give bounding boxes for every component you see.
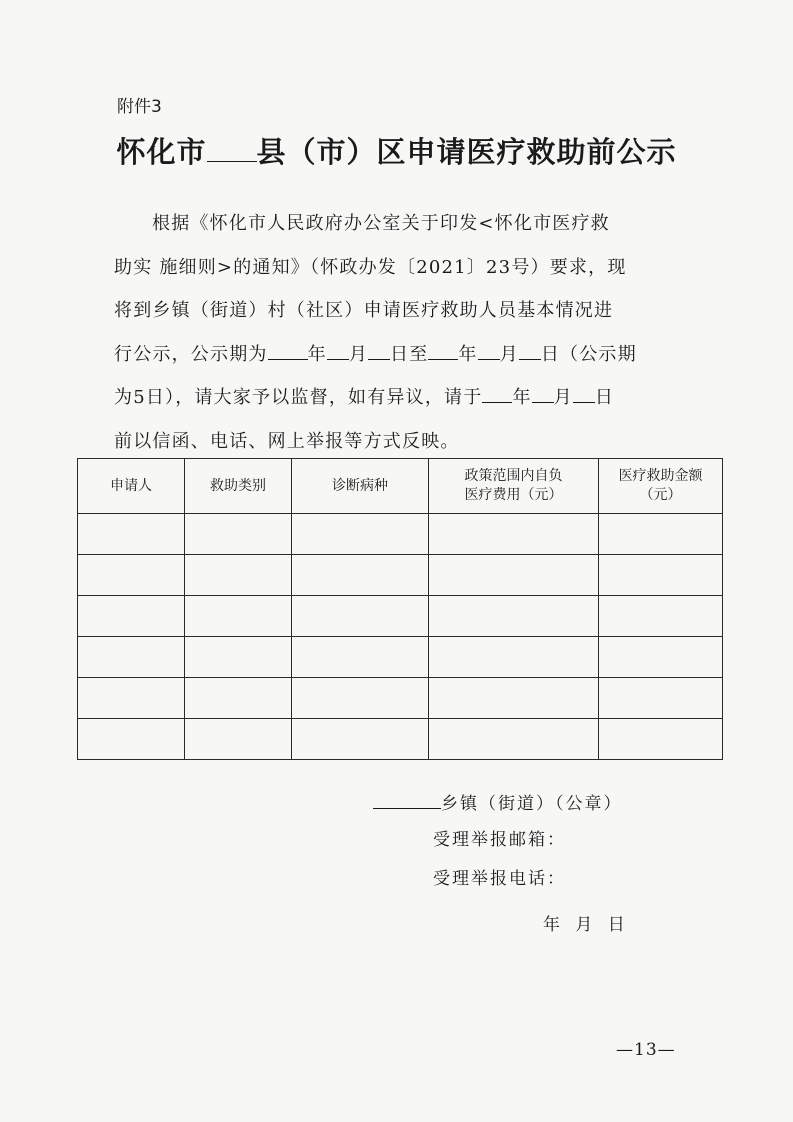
town-seal-line (373, 789, 623, 814)
paragraph-line-3: 将到乡镇（街道）村（社区）申请医疗救助人员基本情况进 (114, 300, 614, 321)
year-label: 年 (307, 343, 327, 365)
to-label: 至 (409, 343, 429, 365)
report-email-label: 受理举报邮箱： (433, 830, 566, 850)
table-cell[interactable] (599, 514, 723, 555)
table-row (78, 514, 723, 555)
table-cell[interactable] (78, 514, 185, 555)
table-cell[interactable] (78, 678, 185, 719)
table-cell[interactable] (78, 637, 185, 678)
month-label: 月 (499, 343, 519, 365)
table-cell[interactable] (185, 637, 292, 678)
town-name-blank[interactable] (373, 791, 441, 809)
table-cell[interactable] (599, 596, 723, 637)
month-label: 月 (348, 343, 369, 365)
paragraph-line-4 (114, 333, 694, 377)
table-cell[interactable] (429, 555, 599, 596)
objection-text: 为5日），请大家予以监督，如有异议，请于 (114, 387, 483, 408)
day-label: 日 (594, 387, 615, 408)
title-suffix: 县（市）区申请医疗救助前公示 (256, 135, 677, 169)
date-label: 年 月 日 (543, 915, 630, 935)
table-cell[interactable] (599, 555, 723, 596)
table-row (78, 678, 723, 719)
start-month-blank[interactable] (327, 341, 349, 360)
header-self-paid-cost: 政策范围内自负 医疗费用（元） (429, 459, 599, 514)
paragraph-line-6: 前以信函、电话、网上举报等方式反映。 (114, 430, 460, 452)
report-phone-label: 受理举报电话： (433, 869, 566, 889)
year-label: 年 (458, 343, 478, 365)
table-cell[interactable] (429, 637, 599, 678)
deadline-day-blank[interactable] (573, 384, 595, 403)
end-year-blank[interactable] (428, 341, 458, 360)
table-row (78, 596, 723, 637)
public-period-label: 行公示，公示期为 (114, 343, 268, 365)
day-label: 日 (540, 343, 561, 365)
table-cell[interactable] (292, 719, 429, 760)
table-cell[interactable] (599, 637, 723, 678)
table-cell[interactable] (429, 514, 599, 555)
table-cell[interactable] (292, 555, 429, 596)
table-cell[interactable] (185, 596, 292, 637)
page-title (0, 130, 793, 171)
table-cell[interactable] (292, 678, 429, 719)
table-cell[interactable] (78, 596, 185, 637)
table-row (78, 637, 723, 678)
end-month-blank[interactable] (478, 341, 500, 360)
table-header-row (78, 459, 723, 514)
table-cell[interactable] (429, 678, 599, 719)
table-cell[interactable] (185, 555, 292, 596)
table-cell[interactable] (429, 596, 599, 637)
header-assistance-amount: 医疗救助金额 （元） (599, 459, 723, 514)
start-day-blank[interactable] (368, 341, 390, 360)
table-cell[interactable] (78, 719, 185, 760)
table-row (78, 555, 723, 596)
notice-paragraph (114, 202, 694, 463)
end-day-blank[interactable] (519, 341, 541, 360)
deadline-year-blank[interactable] (482, 384, 512, 403)
day-label: 日 (390, 343, 410, 365)
period-note-open: （公示期 (560, 343, 637, 365)
year-label: 年 (512, 387, 532, 408)
table-cell[interactable] (292, 514, 429, 555)
title-prefix: 怀化市 (116, 135, 207, 169)
start-year-blank[interactable] (268, 341, 308, 360)
attachment-label: 附件3 (117, 97, 162, 117)
town-seal-label: 乡镇（街道）（公章） (441, 794, 623, 814)
table-row (78, 719, 723, 760)
table-cell[interactable] (429, 719, 599, 760)
header-assistance-type: 救助类别 (185, 459, 292, 514)
page-number: —13— (616, 1040, 676, 1060)
paragraph-line-1: 根据《怀化市人民政府办公室关于印发<怀化市医疗救 (152, 213, 610, 234)
table-cell[interactable] (185, 678, 292, 719)
paragraph-line-5 (114, 376, 694, 420)
applicant-table (77, 458, 723, 760)
month-label: 月 (553, 387, 573, 408)
table-cell[interactable] (599, 719, 723, 760)
deadline-month-blank[interactable] (532, 384, 554, 403)
header-diagnosis: 诊断病种 (292, 459, 429, 514)
header-applicant: 申请人 (78, 459, 185, 514)
table-cell[interactable] (599, 678, 723, 719)
table-cell[interactable] (292, 596, 429, 637)
table-cell[interactable] (185, 719, 292, 760)
paragraph-line-2: 助实 施细则>的通知》（怀政办发〔2021〕23号）要求，现 (114, 256, 627, 278)
county-blank[interactable] (207, 137, 257, 162)
table-cell[interactable] (78, 555, 185, 596)
table-cell[interactable] (292, 637, 429, 678)
table-cell[interactable] (185, 514, 292, 555)
